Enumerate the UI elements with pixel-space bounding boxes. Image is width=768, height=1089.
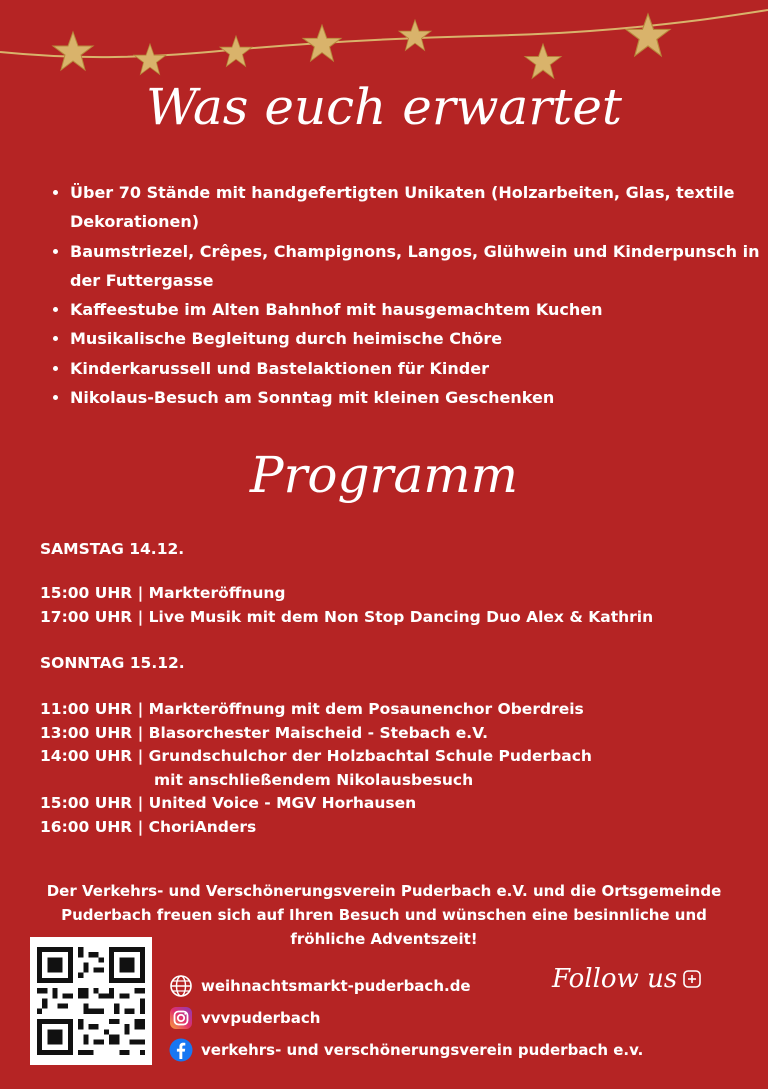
star-icon xyxy=(134,44,166,74)
heading-expect: Was euch erwartet xyxy=(145,78,623,136)
program-event: 11:00 UHR | Markteröffnung mit dem Posaunenchor Oberdreis xyxy=(40,700,584,718)
heading-program: Programm xyxy=(249,446,519,504)
facebook-icon xyxy=(169,1038,193,1062)
program-event: 14:00 UHR | Grundschulchor der Holzbachtal Schule Puderbach xyxy=(40,747,592,765)
list-item: • Baumstriezel, Crêpes, Champignons, Langos, Glühwein und Kinderpunsch in der Futtergasse xyxy=(70,237,760,296)
instagram-icon xyxy=(169,1006,193,1030)
website-label: weihnachtsmarkt-puderbach.de xyxy=(201,977,471,995)
features-list xyxy=(46,178,760,412)
follow-us xyxy=(552,964,701,994)
program-day-sunday: SONNTAG 15.12. xyxy=(40,654,185,672)
list-item: • Kaffeestube im Alten Bahnhof mit hausgemachtem Kuchen xyxy=(70,295,760,324)
program-event: 17:00 UHR | Live Musik mit dem Non Stop Dancing Duo Alex & Kathrin xyxy=(40,607,654,626)
star-icon xyxy=(525,44,561,78)
contact-website[interactable] xyxy=(169,974,471,998)
star-icon xyxy=(303,25,341,61)
program-event: 15:00 UHR | United Voice - MGV Horhausen xyxy=(40,794,417,812)
program-day-saturday: SAMSTAG 14.12. xyxy=(40,540,185,558)
closing-message: Der Verkehrs- und Verschönerungsverein Puderbach e.V. und die Ortsgemeinde Puderbach freuen sich auf Ihren Besuch und wünschen eine besinnliche und fröhliche Adventszeit! xyxy=(46,882,722,948)
program-events-saturday xyxy=(40,582,653,629)
list-item: • Kinderkarussell und Bastelaktionen für Kinder xyxy=(70,354,760,383)
list-item: • Nikolaus-Besuch am Sonntag mit kleinen Geschenken xyxy=(70,383,760,412)
program-event: 15:00 UHR | Markteröffnung xyxy=(40,584,286,602)
program-events-sunday xyxy=(40,698,592,839)
contact-instagram[interactable] xyxy=(169,1006,321,1030)
list-item: • Über 70 Stände mit handgefertigten Unikaten (Holzarbeiten, Glas, textile Dekorationen) xyxy=(70,178,760,237)
star-icon xyxy=(220,36,252,66)
star-icon xyxy=(399,20,431,50)
program-event: 13:00 UHR | Blasorchester Maischeid - Stebach e.V. xyxy=(40,723,489,742)
qr-code[interactable] xyxy=(30,937,152,1065)
star-icon xyxy=(53,32,93,70)
star-icon xyxy=(626,14,670,56)
instagram-label: vvvpuderbach xyxy=(201,1009,321,1027)
program-event: 16:00 UHR | ChoriAnders xyxy=(40,817,257,836)
program-event-continuation: mit anschließendem Nikolausbesuch xyxy=(154,770,474,789)
contact-facebook[interactable] xyxy=(169,1038,643,1062)
plus-icon xyxy=(683,970,701,988)
list-item: • Musikalische Begleitung durch heimische Chöre xyxy=(70,324,760,353)
follow-us-label: Follow us xyxy=(552,964,678,994)
qr-code-icon xyxy=(37,947,145,1055)
facebook-label: verkehrs- und verschönerungsverein puderbach e.v. xyxy=(201,1041,644,1059)
globe-icon xyxy=(169,974,193,998)
